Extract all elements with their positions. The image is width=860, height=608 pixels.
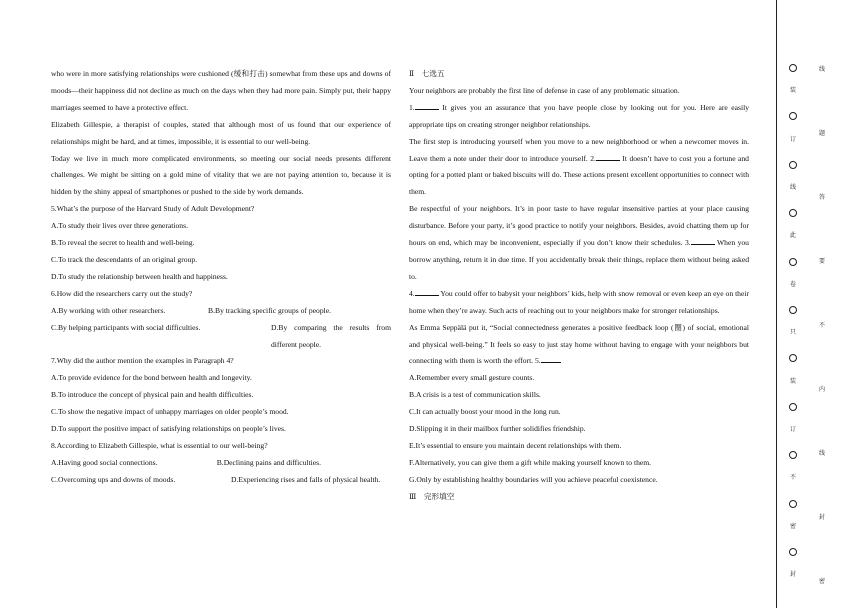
- option-b: B.By tracking specific groups of people.: [208, 305, 331, 315]
- option-b: B.Declining pains and difficulties.: [216, 457, 321, 467]
- binding-mark: 线: [818, 450, 825, 457]
- binding-mark: 线: [818, 66, 825, 73]
- paragraph-text: Be respectful of your neighbors. It’s in poor taste to have regular insensitive parties at your place causing disturbance. Before your party, it’s good practice to notify your neighbors. Besides, avoid chatting them up for hours on end, which may be inconvenient, especially if you don’t know their schedules. 3.: [409, 204, 749, 248]
- binding-circle-icon: [789, 209, 797, 217]
- blank-1-paragraph: [409, 100, 749, 134]
- binding-circle-icon: [789, 64, 797, 72]
- option-row: [51, 303, 391, 320]
- paragraph-text: You could offer to babysit your neighbors’ kids, help with snow removal or even keep an eye on their home when they’re away. Such acts of reaching out to your neighbors make for stronger relationships.: [409, 288, 749, 315]
- option-b: B.To introduce the concept of physical pain and health difficulties.: [51, 390, 254, 400]
- option-a: A.Having good social connections.: [51, 457, 158, 467]
- blank-2-paragraph: [409, 134, 749, 202]
- option-c: C.Overcoming ups and downs of moods.: [51, 474, 176, 484]
- reading-paragraph: Elizabeth Gillespie, a therapist of couples, stated that although most of us found that our experience of relationships might be hard, and at times, impossible, it is essential to our well-being.: [51, 119, 391, 146]
- answer-blank-5: [541, 353, 561, 363]
- option-c: C.To track the descendants of an original group.: [51, 254, 198, 264]
- binding-mark: 不: [818, 322, 825, 329]
- option-d: D.Slipping it in their mailbox further solidifies friendship.: [409, 424, 586, 434]
- answer-blank-3: [691, 235, 715, 245]
- binding-mark: 装: [789, 87, 796, 95]
- section-title: Ⅱ 七选五: [409, 69, 445, 78]
- option-a: A.By working with other researchers.: [51, 305, 166, 315]
- left-column: [51, 66, 391, 489]
- paragraph-text: As Emma Seppälä put it, “Social connectedness generates a positive feedback loop (圈) of social, emotional and physical well-being.” It feels so easy to just stay home without having to engage with your neighbors but connecting with them is worth the effort. 5.: [409, 322, 749, 366]
- binding-mark: 封: [789, 571, 796, 579]
- binding-mark: 答: [818, 194, 825, 201]
- question-7: [51, 353, 391, 438]
- blank-3-paragraph: [409, 201, 749, 286]
- option-a: A.To study their lives over three generations.: [51, 221, 188, 231]
- option-a: A.To provide evidence for the bond between health and longevity.: [51, 373, 252, 383]
- option-list: [409, 370, 749, 488]
- answer-blank-4: [415, 286, 439, 296]
- option-a: A.Remember every small gesture counts.: [409, 373, 535, 383]
- answer-blank-1: [415, 100, 439, 110]
- binding-circle-icon: [789, 306, 797, 314]
- paragraph-text: It gives you an assurance that you have people close by looking out for you. Here are easily appropriate tips on creating stronger neighbor relationships.: [409, 102, 749, 129]
- option-d: D.To support the positive impact of satisfying relationships on people’s lives.: [51, 424, 286, 434]
- binding-margin-left: [786, 0, 800, 608]
- binding-mark: 题: [818, 130, 825, 137]
- question-stem: 6.How did the researchers carry out the study?: [51, 288, 193, 298]
- binding-mark: 密: [789, 522, 796, 530]
- option-d: D.Experiencing rises and falls of physical health.: [231, 474, 381, 484]
- binding-margin-right: [815, 0, 829, 608]
- binding-mark: 装: [789, 377, 796, 385]
- binding-circle-icon: [789, 451, 797, 459]
- question-8: [51, 438, 391, 489]
- binding-mark: 订: [789, 135, 796, 143]
- blank-number: 1.: [409, 102, 415, 112]
- question-5: [51, 201, 391, 286]
- question-stem: 7.Why did the author mention the examples in Paragraph 4?: [51, 356, 234, 366]
- option-d: D.By comparing the results from different people.: [271, 322, 391, 349]
- binding-circle-icon: [789, 354, 797, 362]
- option-c: C.By helping participants with social difficulties.: [51, 322, 201, 332]
- binding-circle-icon: [789, 112, 797, 120]
- binding-mark: 此: [789, 232, 796, 240]
- binding-mark: 订: [789, 426, 796, 433]
- binding-mark: 不: [789, 474, 796, 482]
- option-row: [51, 472, 391, 489]
- option-b: B.To reveal the secret to health and well-being.: [51, 238, 195, 248]
- right-column: [409, 66, 749, 506]
- binding-mark: 密: [818, 578, 825, 585]
- binding-mark: 要: [818, 258, 825, 265]
- blank-number: 4.: [409, 288, 415, 298]
- binding-mark: 只: [789, 329, 796, 337]
- option-c: C.It can actually boost your mood in the long run.: [409, 407, 561, 417]
- option-e: E.It’s essential to ensure you maintain decent relationships with them.: [409, 440, 622, 450]
- paragraph-text: It doesn’t have to cost you a fortune and opting for a potted plant or baked biscuits will do. These actions present excellent opportunities to connect with them.: [409, 153, 749, 197]
- blank-4-paragraph: [409, 286, 749, 320]
- binding-mark: 封: [818, 514, 825, 521]
- option-row: [51, 320, 391, 354]
- option-b: B.A crisis is a test of communication skills.: [409, 390, 541, 400]
- paragraph-text: When you borrow anything, return it in due time. If you accidentally break their things, replace them without being asked to.: [409, 238, 749, 281]
- binding-mark: 卷: [789, 280, 796, 288]
- option-f: F.Alternatively, you can give them a gift while making yourself known to them.: [409, 457, 652, 467]
- section-title: Ⅲ 完形填空: [409, 491, 455, 501]
- binding-mark: 线: [789, 184, 796, 191]
- question-stem: 5.What’s the purpose of the Harvard Study of Adult Development?: [51, 204, 255, 214]
- intro-paragraph: Your neighbors are probably the first line of defense in case of any problematic situation.: [409, 85, 680, 95]
- question-stem: 8.According to Elizabeth Gillespie, what is essential to our well-being?: [51, 440, 268, 450]
- option-row: [51, 455, 391, 472]
- binding-circle-icon: [789, 258, 797, 266]
- question-6: [51, 286, 391, 354]
- option-c: C.To show the negative impact of unhappy marriages on older people’s mood.: [51, 407, 289, 417]
- binding-circle-icon: [789, 403, 797, 411]
- option-g: G.Only by establishing healthy boundaries will you achieve peaceful coexistence.: [409, 474, 658, 484]
- option-d: D.To study the relationship between health and happiness.: [51, 271, 228, 281]
- binding-mark: 内: [818, 386, 825, 393]
- binding-circle-icon: [789, 161, 797, 169]
- reading-paragraph: Today we live in much more complicated environments, so meeting our social needs presents different challenges. We might be sitting on a gold mine of vitality that we are not paying attention to, because it is hidden by the shiny appeal of smartphones or pushed to the side by work demands.: [51, 153, 391, 197]
- binding-circle-icon: [789, 548, 797, 556]
- blank-5-paragraph: [409, 320, 749, 371]
- reading-paragraph: who were in more satisfying relationships were cushioned (缓和打击) somewhat from these ups and downs of moods—their happiness did not decline as much on the days when they had more pain. Simply put, their happy marriages seemed to have a protective effect.: [51, 69, 391, 112]
- binding-circle-icon: [789, 500, 797, 508]
- paragraph-text: The first step is introducing yourself when you move to a new neighborhood or when a newcomer moves in. Leave them a note under their door to introduce yourself. 2.: [409, 136, 749, 163]
- answer-blank-2: [596, 151, 620, 161]
- binding-line: [776, 0, 777, 608]
